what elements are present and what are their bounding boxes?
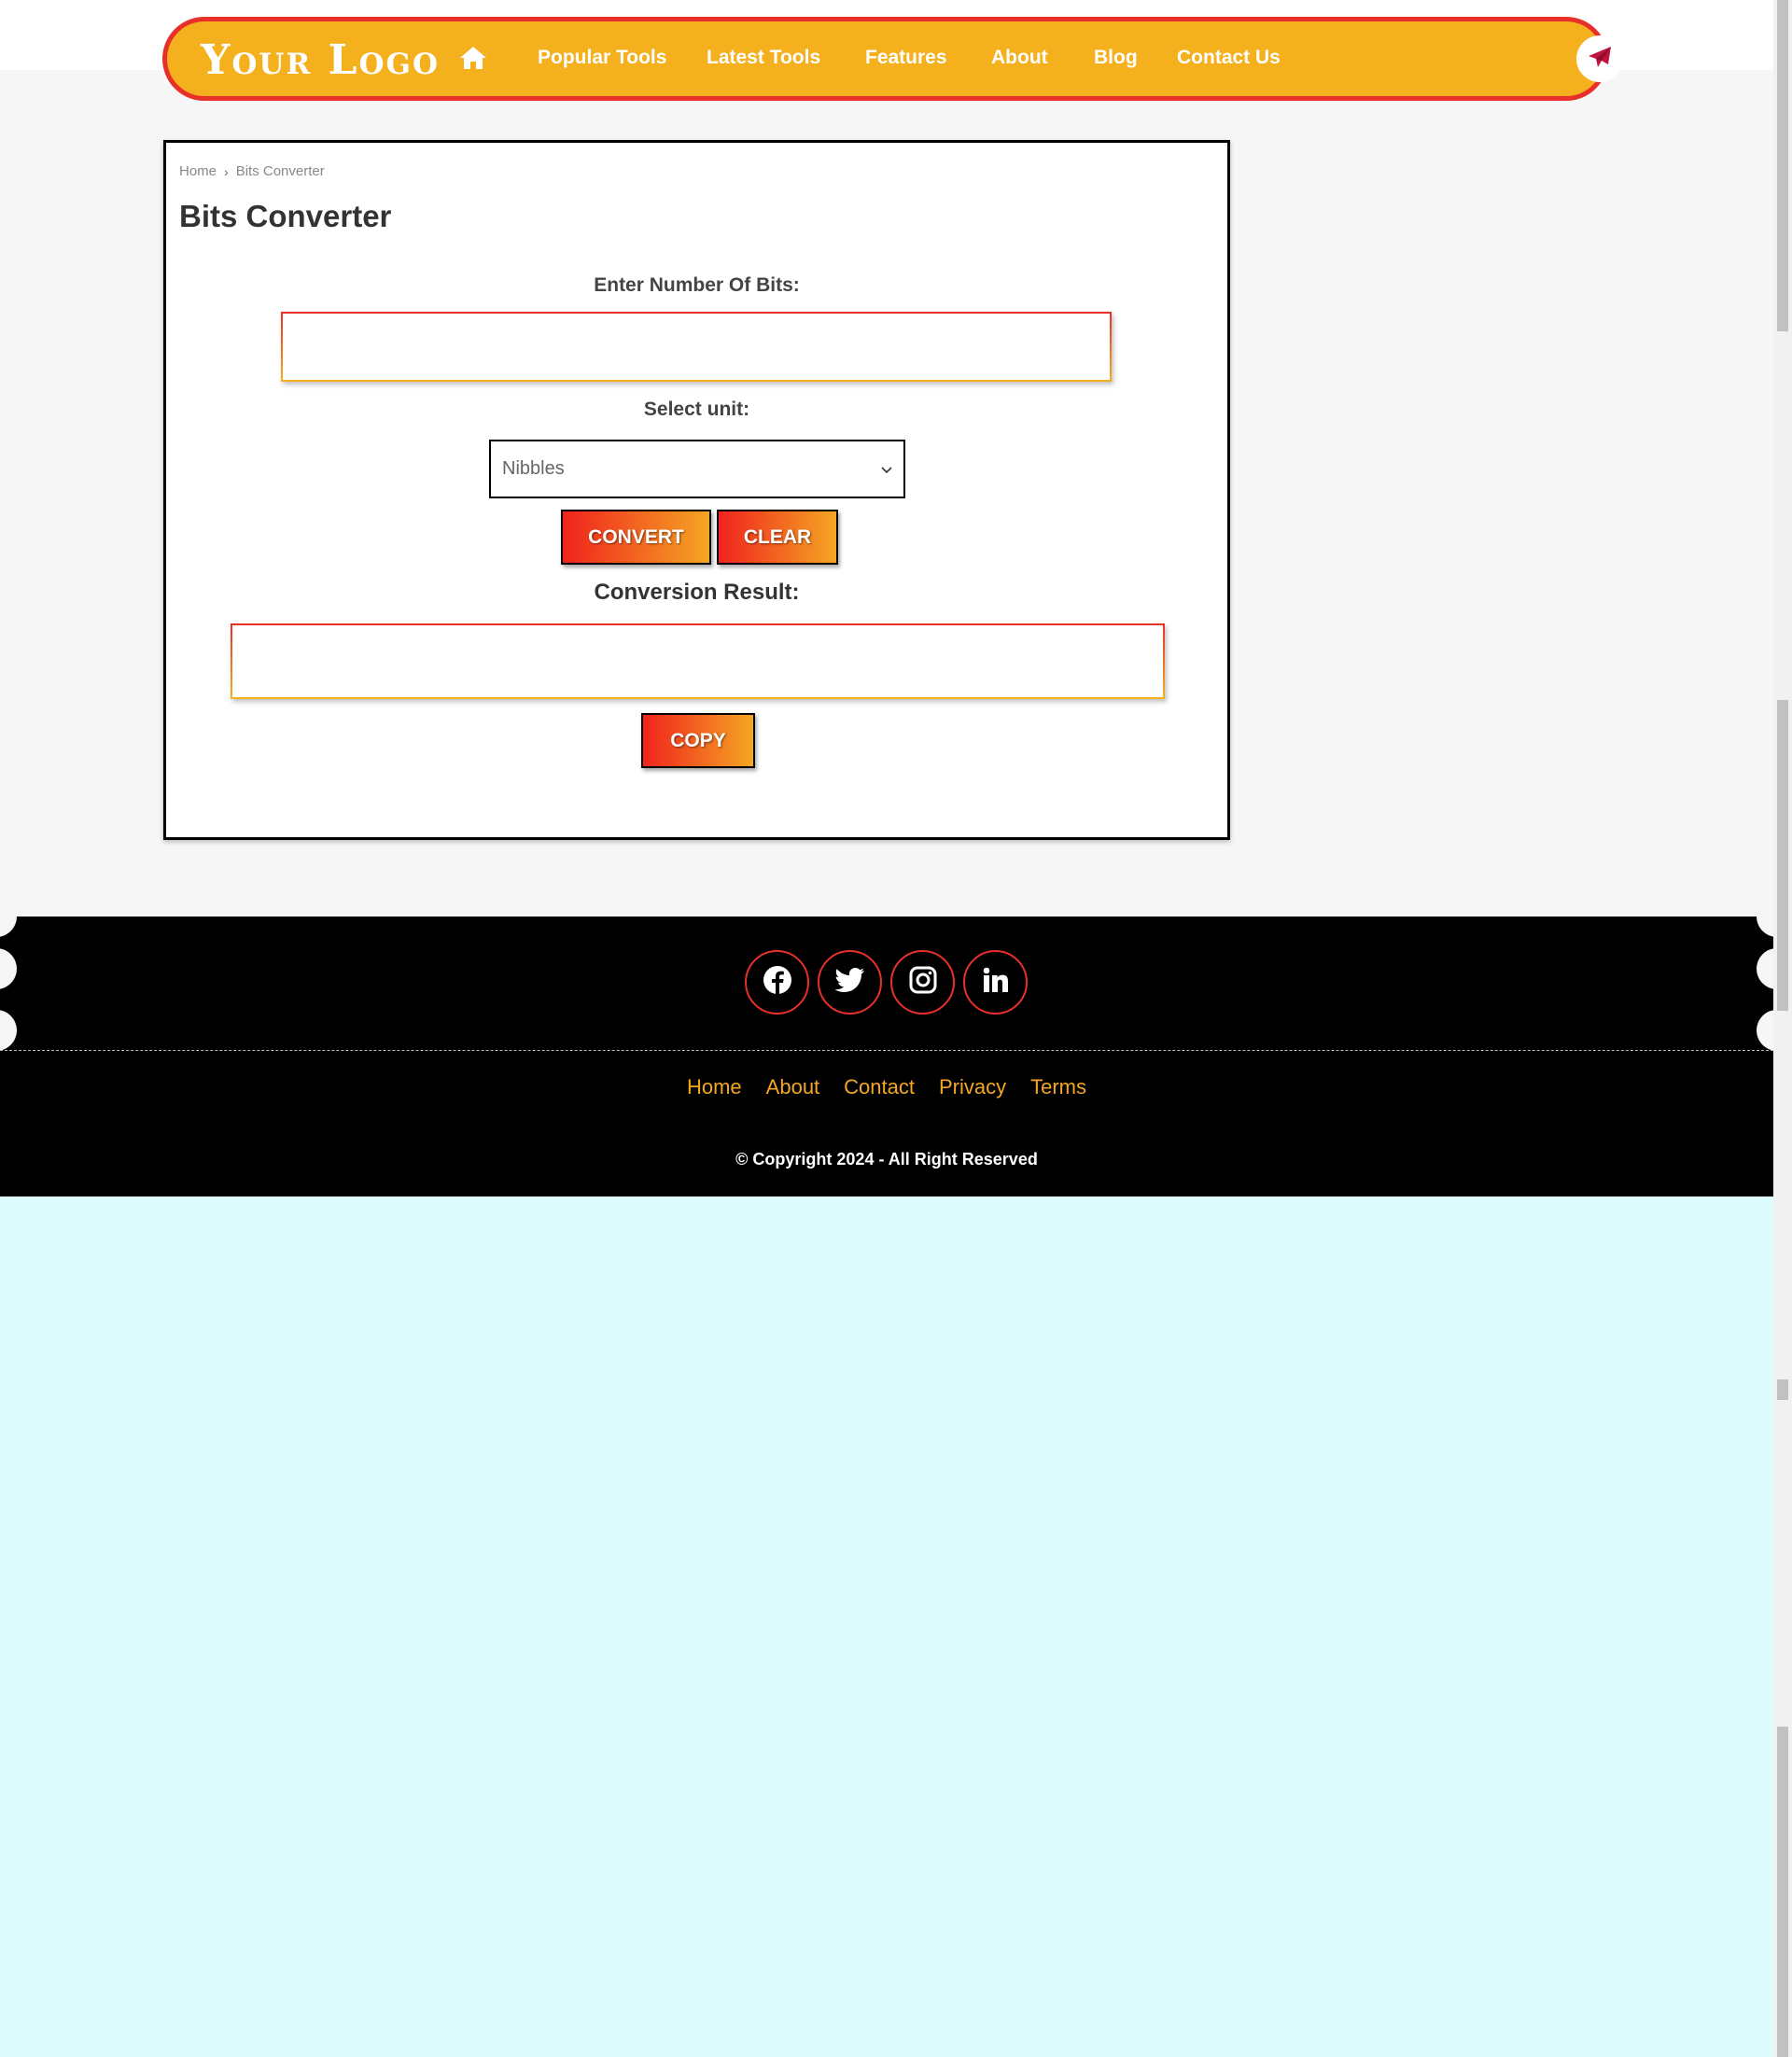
nav-blog[interactable]: Blog — [1094, 47, 1138, 68]
instagram-link[interactable] — [890, 950, 955, 1015]
page-title: Bits Converter — [179, 199, 392, 233]
result-output[interactable] — [231, 623, 1165, 699]
footer-link-about[interactable]: About — [765, 1075, 820, 1098]
linkedin-icon — [983, 967, 1009, 998]
twitter-icon — [835, 967, 865, 998]
breadcrumb — [179, 163, 325, 179]
send-button[interactable] — [1576, 35, 1623, 82]
scrollbar-thumb[interactable] — [1777, 0, 1788, 331]
page-scrollbar[interactable] — [1773, 0, 1792, 2057]
convert-button[interactable]: CONVERT — [561, 510, 711, 565]
chevron-down-icon — [881, 458, 892, 480]
social-links — [745, 950, 1028, 1015]
footer-link-contact[interactable]: Contact — [844, 1075, 915, 1098]
nav-contact-us[interactable]: Contact Us — [1177, 47, 1281, 68]
site-logo[interactable]: Your Logo — [201, 36, 440, 84]
footer-scallop — [0, 1010, 17, 1051]
scrollbar-thumb[interactable] — [1777, 1727, 1788, 2057]
linkedin-link[interactable] — [963, 950, 1028, 1015]
chevron-right-icon: › — [224, 163, 229, 179]
clear-button[interactable]: CLEAR — [717, 510, 838, 565]
copy-button[interactable]: COPY — [641, 713, 755, 768]
converter-card — [163, 140, 1230, 840]
nav-latest-tools[interactable]: Latest Tools — [707, 47, 821, 68]
site-footer — [0, 917, 1773, 1196]
instagram-icon — [909, 966, 937, 999]
scrollbar-thumb[interactable] — [1777, 700, 1788, 1011]
facebook-link[interactable] — [745, 950, 809, 1015]
twitter-link[interactable] — [818, 950, 882, 1015]
unit-select[interactable] — [489, 440, 905, 498]
breadcrumb-home[interactable]: Home — [179, 163, 217, 179]
footer-link-home[interactable]: Home — [686, 1075, 742, 1098]
nav-features[interactable]: Features — [865, 47, 947, 68]
footer-link-privacy[interactable]: Privacy — [939, 1075, 1007, 1098]
footer-nav — [0, 1075, 1773, 1099]
bits-input[interactable] — [281, 312, 1112, 382]
unit-label: Select unit: — [643, 399, 750, 420]
nav-popular-tools[interactable]: Popular Tools — [538, 47, 667, 68]
bits-label: Enter Number Of Bits: — [594, 274, 800, 296]
unit-select-value: Nibbles — [502, 458, 565, 479]
copyright-text: © Copyright 2024 - All Right Reserved — [735, 1150, 1038, 1168]
nav-about[interactable]: About — [991, 47, 1048, 68]
facebook-icon — [763, 965, 792, 1000]
footer-divider — [0, 1050, 1773, 1051]
paper-plane-icon — [1588, 46, 1612, 73]
scrollbar-thumb[interactable] — [1777, 1379, 1788, 1400]
home-icon[interactable] — [459, 45, 487, 71]
breadcrumb-current: Bits Converter — [235, 163, 325, 179]
result-title: Conversion Result: — [594, 580, 800, 605]
site-header — [162, 17, 1608, 101]
footer-scallop — [0, 948, 17, 989]
footer-link-terms[interactable]: Terms — [1030, 1075, 1087, 1098]
